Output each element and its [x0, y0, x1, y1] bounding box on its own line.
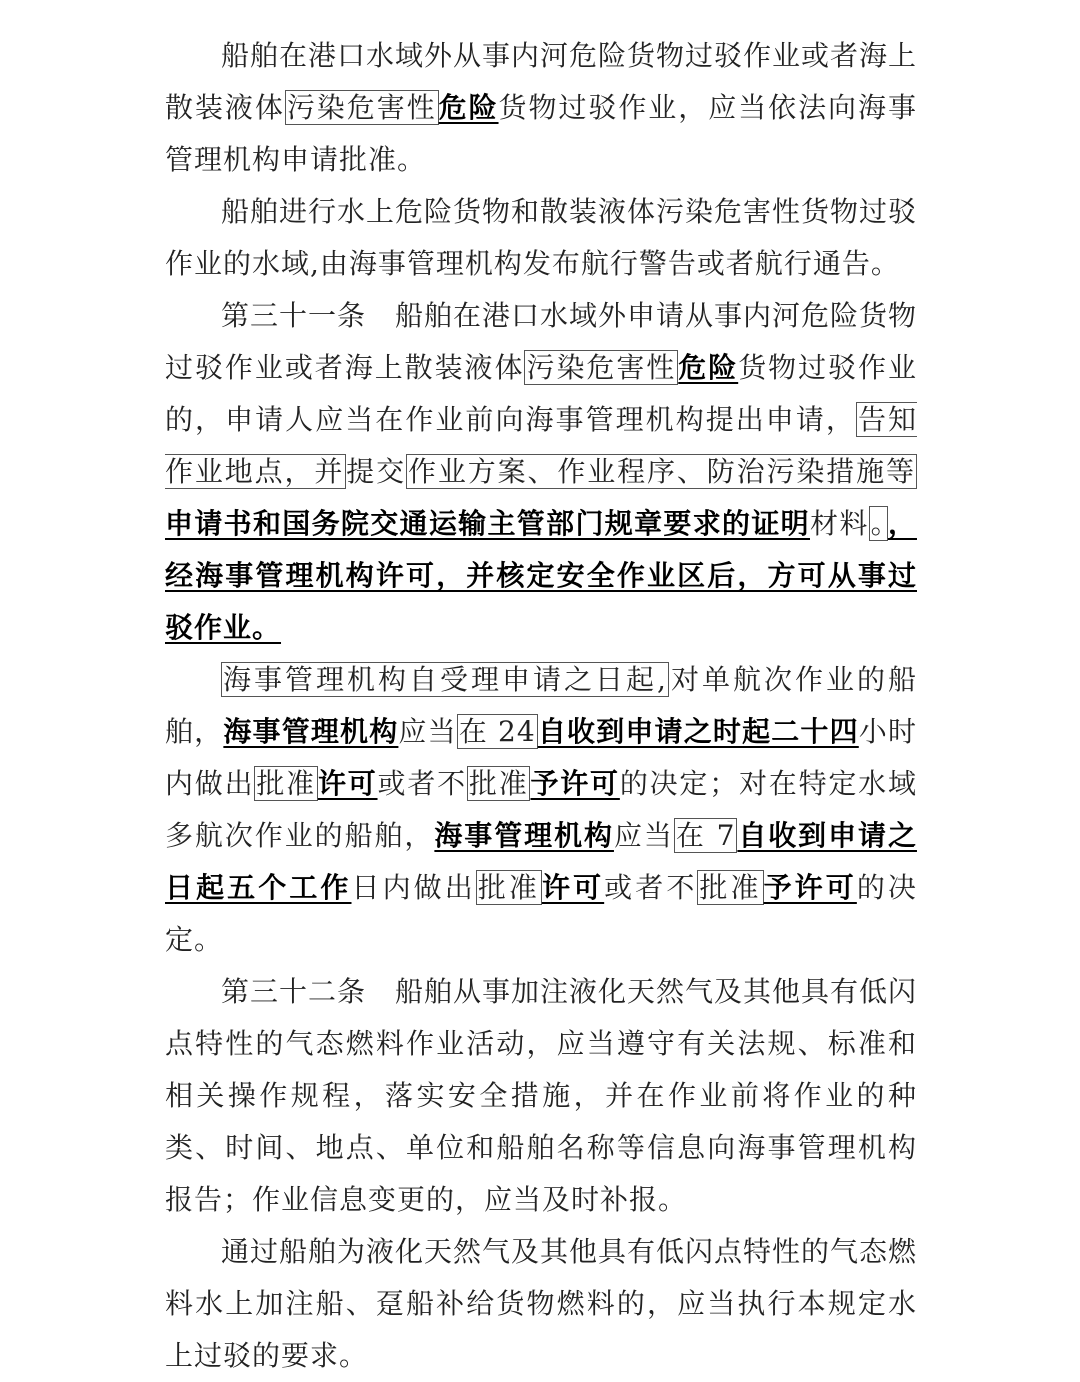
inserted-text: 予许可 — [763, 871, 857, 904]
inserted-text: 许可 — [317, 767, 378, 800]
document-body — [165, 30, 917, 1382]
text-run: 第三十一条 船舶在港口水域外申请从事内河危险货物过驳作业或者海上散装液体 — [165, 299, 918, 384]
inserted-text: 自收到申请之日起五个工作 — [165, 819, 917, 904]
text-run: 应当 — [613, 819, 674, 852]
deleted-text: 批准 — [699, 871, 762, 904]
text-run: 货物过驳作业的，申请人应当在作业前向海事管理机构提出申请， — [165, 351, 917, 436]
deleted-text: 在 7 — [675, 819, 736, 852]
text-run: 对单航次作业的船舶， — [165, 663, 917, 748]
inserted-text: 予许可 — [530, 767, 620, 800]
inserted-text: ，经海事管理机构许可，并核定安全作业区后，方可从事过驳作业。 — [165, 507, 917, 644]
text-run: 的决定；对在特定水域多航次作业的船舶， — [165, 767, 917, 852]
inserted-text: 自收到申请之时起二十四 — [537, 715, 859, 748]
text-run: 或者不 — [604, 871, 698, 904]
text-run: 或者不 — [377, 767, 467, 800]
text-run: 船舶进行水上危险货物和散装液体污染危害性货物过驳作业的水域,由海事管理机构发布航行警告或者航行通告。 — [165, 195, 918, 280]
text-run: 应当 — [398, 715, 457, 748]
deleted-text: 污染危害性 — [526, 351, 677, 384]
deleted-text: 批准 — [256, 767, 316, 800]
text-run: 材料 — [810, 507, 869, 540]
paragraph — [165, 1226, 917, 1382]
text-run: 船舶在港口水域外从事内河危险货物过驳作业或者海上散装液体 — [165, 39, 918, 124]
deleted-text: 作业方案、作业程序、防治污染措施等 — [408, 455, 915, 488]
text-run: 货物过驳作业，应当依法向海事管理机构申请批准。 — [165, 91, 917, 176]
deleted-text: 。 — [870, 507, 886, 540]
text-run: 提交 — [346, 455, 406, 488]
deleted-text: 批准 — [477, 871, 540, 904]
inserted-text: 许可 — [542, 871, 605, 904]
text-run: 通过船舶为液化天然气及其他具有低闪点特性的气态燃料水上加注船、趸船补给货物燃料的，应当执行本规定水上过驳的要求。 — [165, 1235, 918, 1372]
text-run: 的决定。 — [165, 871, 917, 956]
paragraph — [165, 654, 917, 966]
deleted-text: 在 24 — [458, 715, 536, 748]
article-31-paragraph — [165, 290, 917, 654]
deleted-text: 海事管理机构自受理申请之日起, — [223, 663, 667, 696]
paragraph — [165, 30, 917, 186]
article-32-paragraph — [165, 966, 917, 1226]
inserted-text: 海事管理机构 — [223, 715, 399, 748]
text-run: 第三十二条 船舶从事加注液化天然气及其他具有低闪点特性的气态燃料作业活动，应当遵守有关法规、标准和相关操作规程，落实安全措施，并在作业前将作业的种类、时间、地点、单位和船舶名称等信息向海事管理机构报告；作业信息变更的，应当及时补报。 — [165, 975, 918, 1216]
deleted-text: 告知作业地点，并 — [165, 403, 917, 488]
inserted-text: 危险 — [678, 351, 739, 384]
inserted-text: 申请书和国务院交通运输主管部门规章要求的证明 — [165, 507, 810, 540]
text-run: 日内做出 — [351, 871, 476, 904]
paragraph — [165, 186, 917, 290]
inserted-text: 海事管理机构 — [434, 819, 614, 852]
inserted-text: 危险 — [438, 91, 499, 124]
deleted-text: 污染危害性 — [286, 91, 437, 124]
deleted-text: 批准 — [468, 767, 529, 800]
text-run: 小时内做出 — [165, 715, 917, 800]
